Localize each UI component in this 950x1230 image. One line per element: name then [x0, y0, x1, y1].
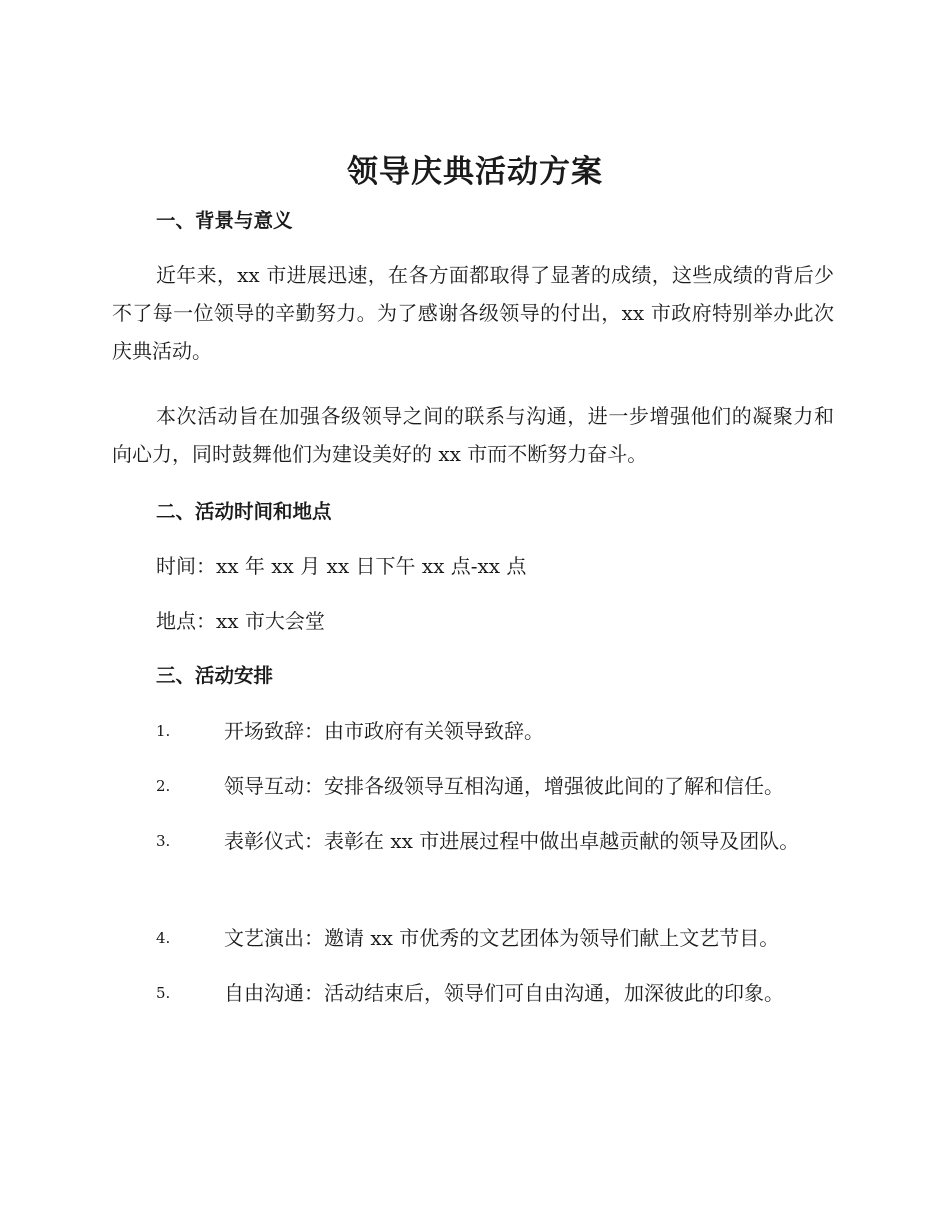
- list-item: [112, 978, 834, 1012]
- list-item: [112, 716, 834, 750]
- list-item-text: 领导互动：安排各级领导互相沟通，增强彼此间的了解和信任。: [224, 774, 784, 798]
- section-heading-time-place: 二、活动时间和地点: [156, 500, 332, 523]
- event-time: 时间：xx 年 xx 月 xx 日下午 xx 点-xx 点: [156, 554, 527, 578]
- list-item-text: 表彰仪式：表彰在 xx 市进展过程中做出卓越贡献的领导及团队。: [224, 829, 800, 853]
- list-item-number: 3.: [156, 832, 171, 850]
- event-location: 地点：xx 市大会堂: [156, 609, 325, 633]
- section-heading-schedule: 三、活动安排: [156, 664, 274, 687]
- list-item: [112, 771, 834, 805]
- list-item-text: 开场致辞：由市政府有关领导致辞。: [224, 719, 544, 743]
- document-title: 领导庆典活动方案: [347, 154, 603, 190]
- list-item-number: 5.: [156, 984, 171, 1002]
- section-heading-background: 一、背景与意义: [156, 209, 293, 232]
- list-item: [112, 826, 834, 860]
- paragraph-purpose: 本次活动旨在加强各级领导之间的联系与沟通，进一步增强他们的凝聚力和向心力，同时鼓舞他们为建设美好的 xx 市而不断努力奋斗。: [112, 404, 834, 466]
- list-item-number: 1.: [156, 722, 171, 740]
- list-item-text: 文艺演出：邀请 xx 市优秀的文艺团体为领导们献上文艺节目。: [224, 926, 780, 950]
- paragraph-background: 近年来，xx 市进展迅速，在各方面都取得了显著的成绩，这些成绩的背后少不了每一位领导的辛勤努力。为了感谢各级领导的付出，xx 市政府特别举办此次庆典活动。: [112, 263, 834, 363]
- list-item-text: 自由沟通：活动结束后，领导们可自由沟通，加深彼此的印象。: [224, 981, 784, 1005]
- list-item-number: 4.: [156, 929, 171, 947]
- list-item: [112, 923, 834, 957]
- list-item-number: 2.: [156, 777, 171, 795]
